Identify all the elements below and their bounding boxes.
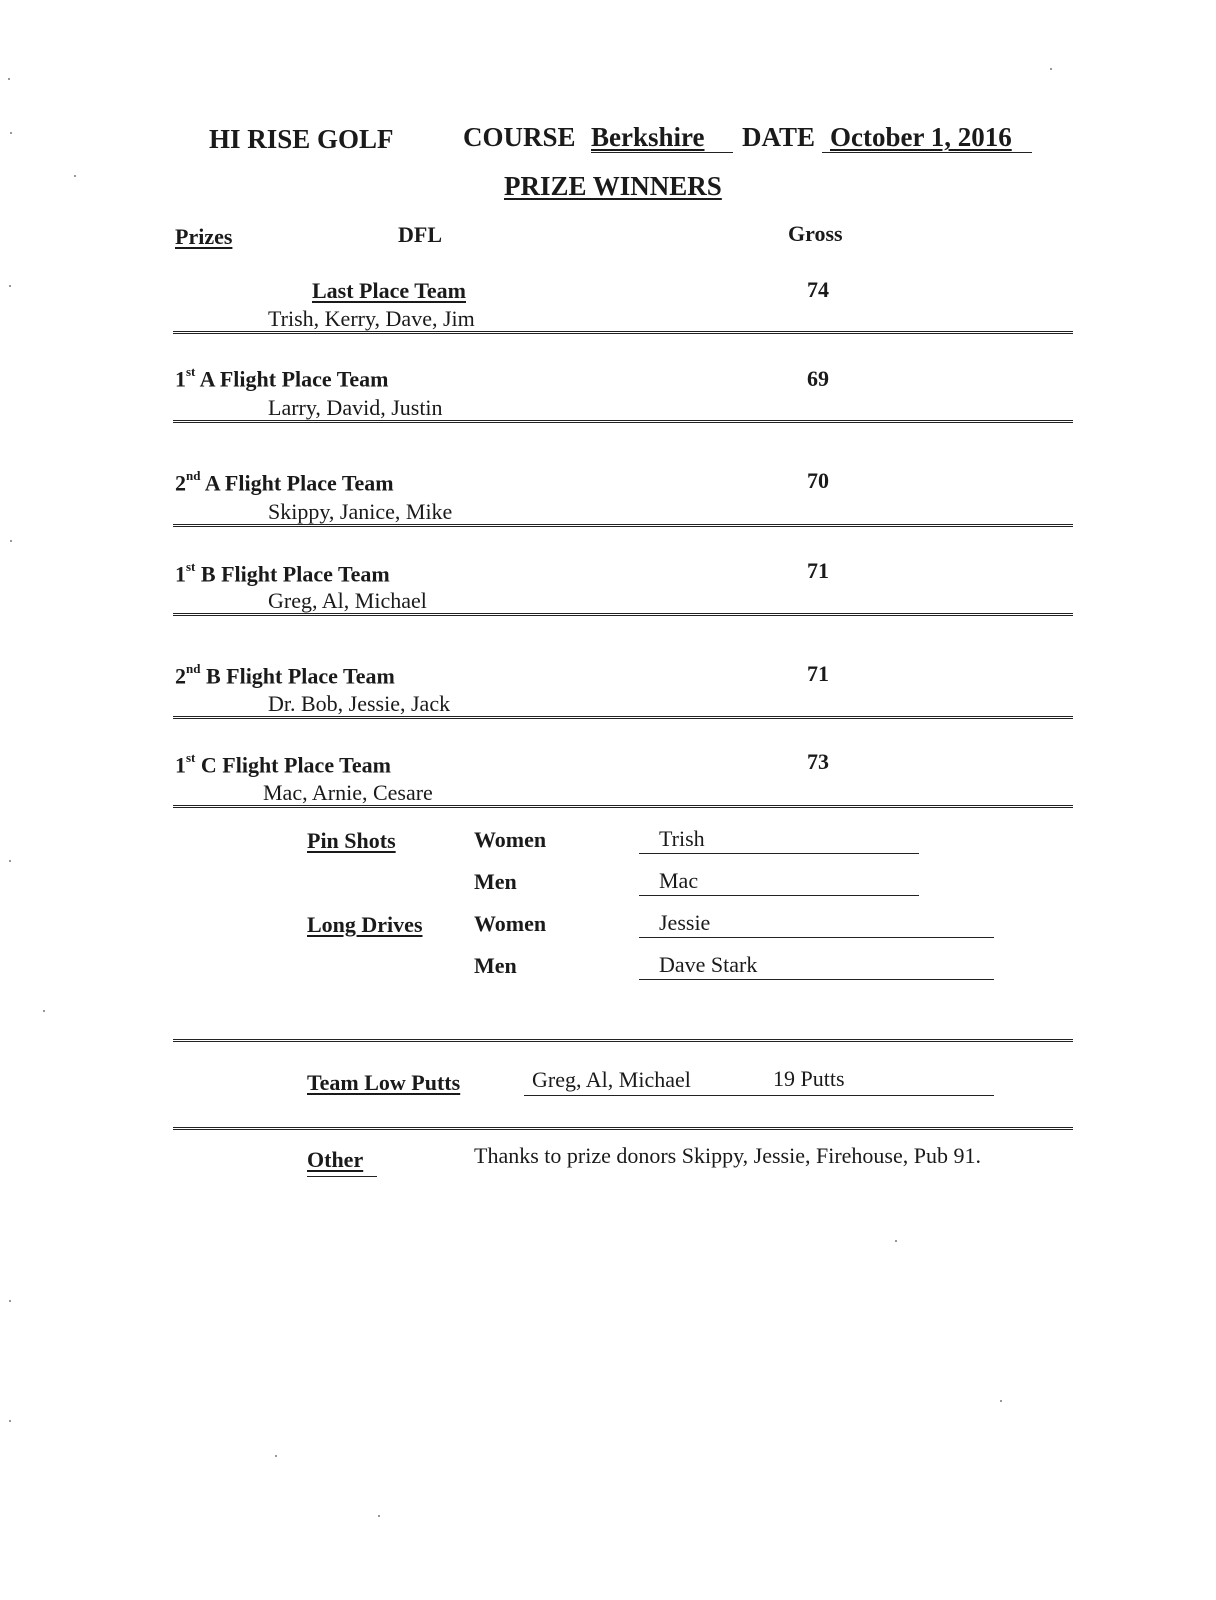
long-drives-men-label: Men <box>474 953 517 978</box>
course-fill-line <box>591 152 733 153</box>
column-prizes: Prizes <box>175 224 233 249</box>
team-low-putts-count: 19 Putts <box>773 1066 845 1091</box>
scan-speck <box>43 1010 45 1012</box>
other-label: Other <box>307 1147 364 1172</box>
team-low-putts-label: Team Low Putts <box>307 1070 461 1095</box>
long-drives-label: Long Drives <box>307 912 423 937</box>
pin-shots-label: Pin Shots <box>307 828 396 853</box>
team-members: Greg, Al, Michael <box>268 588 427 613</box>
long-drives-men-value: Dave Stark <box>659 952 758 977</box>
section-divider <box>173 1039 1073 1042</box>
section-divider <box>173 524 1073 527</box>
scan-speck <box>8 78 10 80</box>
team-title: 1st C Flight Place Team <box>175 750 391 778</box>
long-drives-men-line <box>639 979 994 980</box>
team-title: 1st B Flight Place Team <box>175 559 390 587</box>
team-members: Dr. Bob, Jessie, Jack <box>268 691 451 716</box>
team-members: Larry, David, Justin <box>268 395 443 420</box>
team-gross: 70 <box>807 468 829 493</box>
section-divider <box>173 805 1073 808</box>
course-label: COURSE <box>463 122 576 152</box>
scan-speck <box>378 1515 380 1517</box>
pin-shots-women-label: Women <box>474 827 547 852</box>
scan-speck <box>10 540 12 542</box>
scan-speck <box>275 1455 277 1457</box>
section-divider <box>173 1127 1073 1130</box>
scan-speck <box>895 1240 897 1242</box>
org-name: HI RISE GOLF <box>209 124 394 154</box>
date-value: October 1, 2016 <box>830 122 1012 152</box>
team-members: Skippy, Janice, Mike <box>268 499 453 524</box>
section-divider <box>173 420 1073 423</box>
scan-speck <box>9 860 11 862</box>
team-gross: 71 <box>807 661 829 686</box>
scan-speck <box>10 132 12 134</box>
date-label: DATE <box>742 122 816 152</box>
page-title: PRIZE WINNERS <box>504 171 722 201</box>
team-gross: 74 <box>807 277 829 302</box>
team-gross: 71 <box>807 558 829 583</box>
scan-speck <box>1000 1400 1002 1402</box>
team-low-putts-team: Greg, Al, Michael <box>532 1067 691 1092</box>
pin-shots-men-line <box>639 895 919 896</box>
team-title: 2nd B Flight Place Team <box>175 661 395 689</box>
course-value: Berkshire <box>591 122 705 152</box>
scan-speck <box>9 1300 11 1302</box>
other-text: Thanks to prize donors Skippy, Jessie, Firehouse, Pub 91. <box>474 1143 981 1168</box>
team-title: Last Place Team <box>312 278 466 303</box>
column-gross: Gross <box>788 221 843 246</box>
team-members: Mac, Arnie, Cesare <box>263 780 433 805</box>
team-gross: 73 <box>807 749 829 774</box>
pin-shots-women-line <box>639 853 919 854</box>
scan-speck <box>1050 68 1052 70</box>
section-divider <box>173 716 1073 719</box>
date-fill-line <box>822 152 1032 153</box>
team-title: 2nd A Flight Place Team <box>175 468 394 496</box>
pin-shots-women-value: Trish <box>659 826 705 851</box>
long-drives-women-label: Women <box>474 911 547 936</box>
column-dfl: DFL <box>398 222 442 247</box>
pin-shots-men-value: Mac <box>659 868 699 893</box>
team-members: Trish, Kerry, Dave, Jim <box>268 306 475 331</box>
long-drives-women-line <box>639 937 994 938</box>
long-drives-women-value: Jessie <box>659 910 711 935</box>
team-title: 1st A Flight Place Team <box>175 364 389 392</box>
scan-speck <box>9 1420 11 1422</box>
other-label-line <box>307 1176 377 1177</box>
scan-speck <box>74 175 76 177</box>
team-low-putts-line <box>524 1095 994 1096</box>
section-divider <box>173 331 1073 334</box>
pin-shots-men-label: Men <box>474 869 517 894</box>
team-gross: 69 <box>807 366 829 391</box>
section-divider <box>173 613 1073 616</box>
scan-speck <box>9 285 11 287</box>
